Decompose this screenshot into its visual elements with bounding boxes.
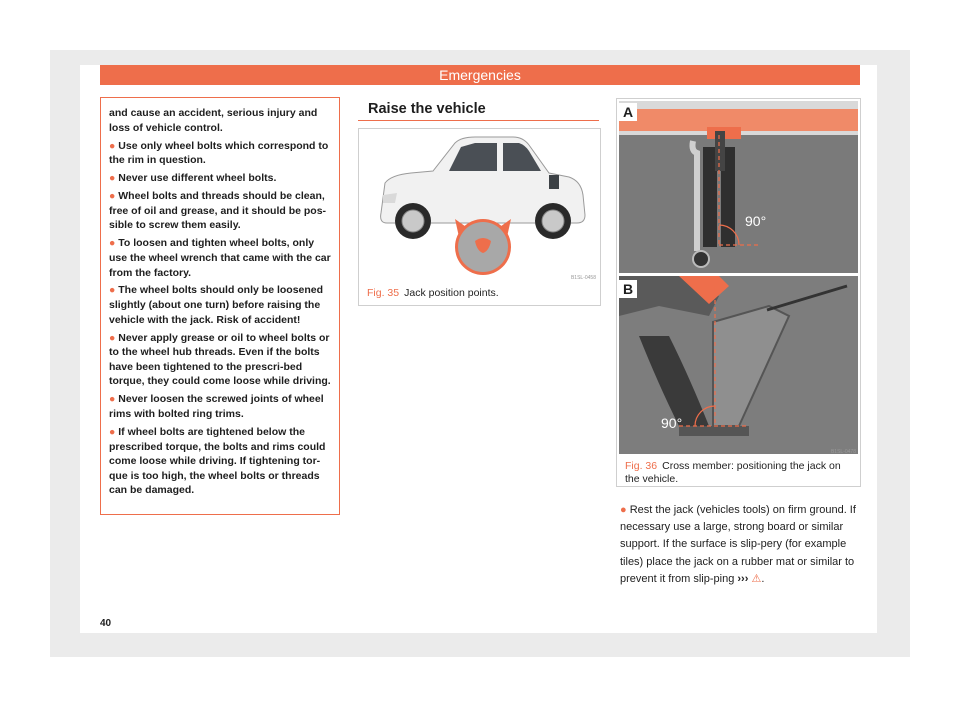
figure-label-a: A [619,103,637,121]
car-side-illustration [363,133,596,281]
warning-bullet: ● To loosen and tighten wheel bolts, only use the wheel wrench that came with the car from the factory. [109,237,331,279]
figure-caption: Fig. 35 Jack position points. [367,287,499,299]
jack-position-b-illustration [619,276,858,454]
angle-label-b: 90° [661,415,683,431]
warning-bullet: ● Never use different wheel bolts. [109,172,277,185]
warning-intro: and cause an accident, serious injury and loss of vehicle control. [109,107,318,134]
warning-triangle-icon: ⚠ [751,572,762,585]
section-divider [358,120,599,121]
figure-label-b: B [619,280,637,298]
warning-bullet: ● If wheel bolts are tightened below the prescribed torque, the bolts and rims could come loose while driving. If tightening tor-que is too high, the wheel bolts or threads can be damaged. [109,426,326,497]
warning-bullet: ● Never loosen the screwed joints of wheel rims with bolted ring trims. [109,393,324,421]
warning-bullet: ● The wheel bolts should only be loosened slightly (about one turn) before raising the vehicle with the jack. Risk of accident! [109,284,324,326]
jack-position-a-illustration [619,101,858,273]
cross-reference-link[interactable]: ››› [737,572,749,585]
chapter-header: Emergencies [100,65,860,85]
page-number: 40 [100,618,112,629]
section-title: Raise the vehicle [368,101,486,117]
figure-caption: Fig. 36 Cross member: positioning the jack on the vehicle. [625,460,841,485]
warning-bullet: ● Wheel bolts and threads should be clean, free of oil and grease, and it should be pos-sible to screw them easily. [109,190,327,232]
figure-35 [358,128,601,306]
angle-label-a: 90° [745,213,767,229]
figure-36 [616,98,861,487]
figure-code: B1SL-0478 [830,449,856,455]
figure-code: B1SL-0458 [570,275,596,281]
warning-box [100,97,340,515]
instruction-text: ● Rest the jack (vehicles tools) on firm ground. If necessary use a large, strong board or similar support. If the surface is slip-pery (for example tiles) place the jack on a rubber mat or similar to prevent it from slip-ping ››› ⚠. [620,504,856,585]
warning-bullet: ● Never apply grease or oil to wheel bolts or to the wheel hub threads. Even if the bolts have been tightened to the prescri-bed torque, they could come loose while driving. [109,331,331,388]
warning-bullet: ● Use only wheel bolts which correspond to the rim in question. [109,139,329,167]
